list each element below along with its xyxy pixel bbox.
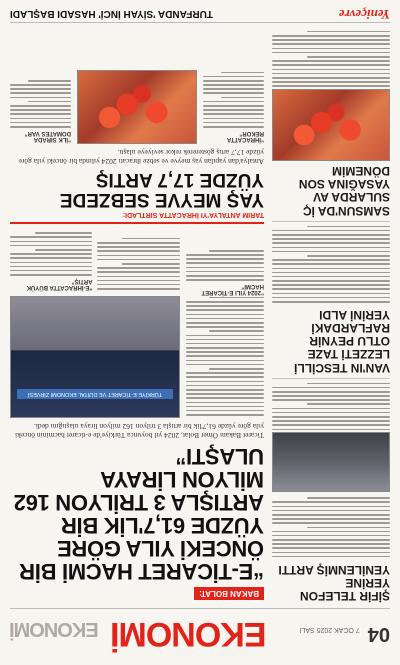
- left-column: [272, 39, 390, 604]
- left-top-headline: ŞİFİR TELEFON YERİNE YENİLENMİŞ ARTTI: [278, 562, 390, 603]
- bottom-story-label: TARIM ANTALYA'YI İHRACATTA SIRTLADI:: [122, 211, 264, 219]
- bottom-story-subhead: “İHRACATTA REKOR”: [227, 129, 264, 142]
- brand-logo: Yeniçevre: [338, 7, 390, 22]
- section-logo: [10, 617, 266, 651]
- left-bottom-photo: [272, 89, 390, 161]
- section-title-small: EKONOMİ: [10, 618, 99, 640]
- masthead: [10, 608, 390, 659]
- left-bottom-headline: SAMSUN'DA İÇ SULARDA AV YASAĞINA SON DÖNEMİM: [298, 164, 390, 218]
- issue-date: 7 OCAK 2025 SALI: [299, 626, 360, 634]
- main-subhead-1: “2024 YILI E-TİCARET HACMİ”: [201, 282, 264, 295]
- page-number: 04: [367, 623, 390, 646]
- main-headline: “E-TİCARET HACMİ BİR ÖNCEKİ YILA GÖRE YÜZDE 61,7'LİK BİR ARTIŞLA 3 TRİLYON 162 MİLYON LİRAYA ULAŞTI”: [13, 443, 264, 584]
- left-bottom-body: [272, 31, 390, 89]
- main-kicker: BAKAN BOLAT:: [194, 587, 264, 600]
- main-body-col-1: [186, 297, 264, 418]
- left-top-body: [272, 497, 390, 559]
- left-mid-body: [272, 226, 390, 305]
- main-subhead-2: “E-İHRACATTA BÜYÜK ARTIŞ”: [26, 277, 93, 290]
- footer-headline: TURFANDA 'SİYAH İNCİ' HASADI BAŞLADI: [10, 8, 213, 20]
- main-area: [10, 39, 264, 604]
- left-mid-headline: VAN'IN TESCİLLİ LEZZETİ TAZE OTLU PEYNİR RAFLARDAKİ YERİNİ ALDI: [294, 307, 390, 375]
- section-title: EKONOMİ: [111, 615, 267, 653]
- bottom-story-headline: YAŞ MEYVE SEBZEDE YÜZDE 17,7 ARTIŞ: [59, 169, 264, 211]
- bottom-story-deck: Antalya'dan yapılan yaş meyve ve sebze ihracatı 2024 yılında bir önceki yıla göre yüzde 17,7 artış göstererek rekor seviyeye ulaştı.: [18, 147, 264, 167]
- footer: [10, 6, 390, 23]
- bottom-story-subhead-2: “İLK SIRADA DOMATES VAR”: [24, 129, 71, 142]
- bottom-story-photo: [77, 70, 197, 144]
- main-photo: [10, 296, 180, 418]
- main-photo-banner: TÜRKİYE E-TİCARET VE DİJİTAL EKONOMİ ZİRVESİ: [17, 389, 173, 399]
- left-top-photo: [272, 432, 390, 492]
- main-deck: Ticaret Bakanı Ömer Bolat, 2024 yıl boyunca Türkiye'de e-ticaret hacminin önceki yıla göre yüzde 61,7'lik bir artışla 3 trilyon 162 milyon liraya ulaştığını dedi.: [15, 422, 264, 441]
